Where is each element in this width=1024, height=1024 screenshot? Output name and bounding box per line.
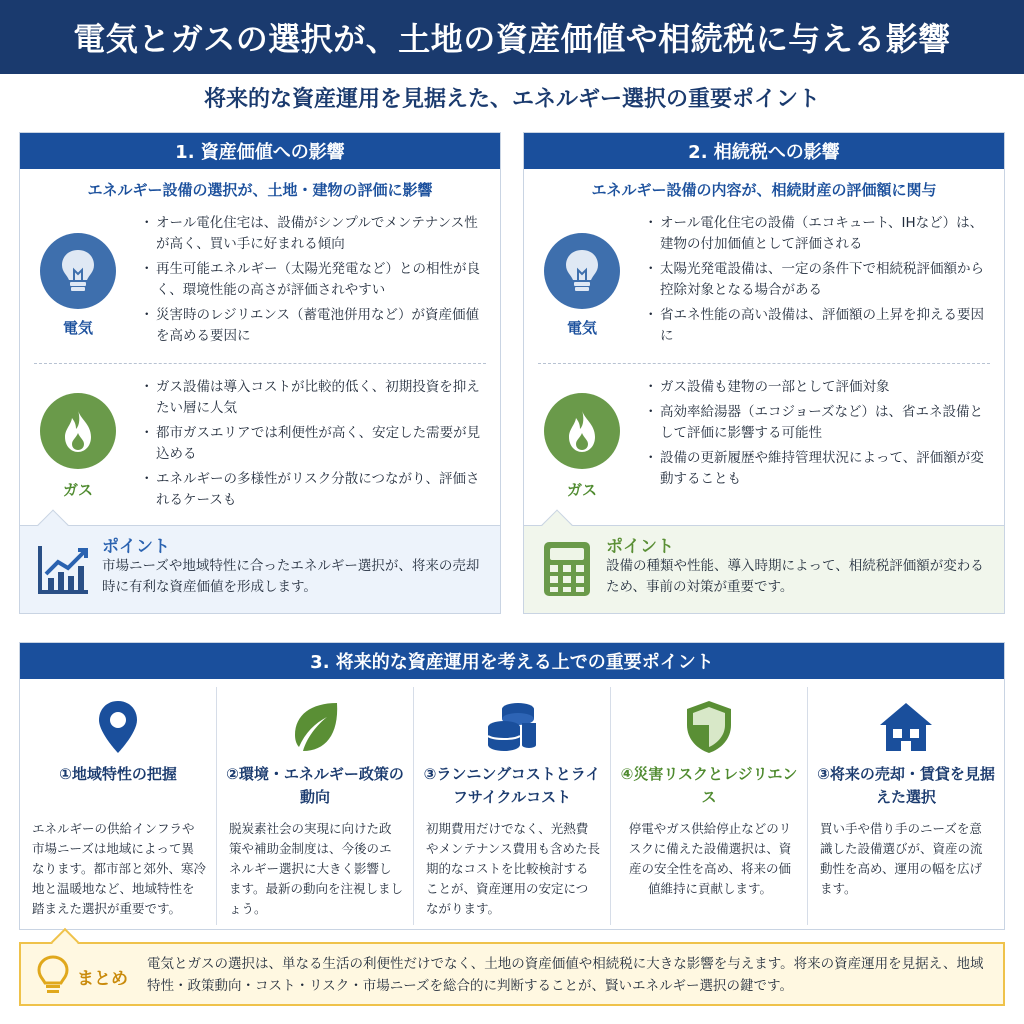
key-point-title: ①地域特性の把握 [59,765,177,783]
row-divider [34,363,486,364]
coins-icon [482,697,542,757]
bullet-item: ・ オール電化住宅は、設備がシンプルでメンテナンス性が高く、買い手に好まれる傾向 [142,213,486,255]
key-point-text: 買い手や借り手のニーズを意識した設備選びが、資産の流動性を高め、運用の幅を広げます。 [820,821,983,896]
electric-bullets [142,213,486,351]
map-pin-icon [88,697,148,757]
panel-heading: 1. 資産価値への影響 [20,133,500,169]
key-point-text: エネルギーの供給インフラや市場ニーズは地域によって異なります。都市部と郊外、寒冷地と温暖地など、地域特性を踏まえた選択が重要です。 [32,821,207,916]
row-divider [538,363,990,364]
bullet-item: ・ エネルギーの多様性がリスク分散につながり、評価されるケースも [142,469,486,511]
shield-icon [679,697,739,757]
inheritance-tax-panel [523,132,1005,614]
asset-value-panel [19,132,501,614]
bullet-item: ・ ガス設備は導入コストが比較的低く、初期投資を抑えたい層に人気 [142,377,486,419]
bullet-item: ・ 設備の更新履歴や維持管理状況によって、評価額が変動することも [646,448,990,490]
key-point-card [808,687,1004,925]
page-subtitle: 将来的な資産運用を見据えた、エネルギー選択の重要ポイント [203,87,820,112]
key-point-card [414,687,611,925]
electric-bullets [646,213,990,351]
panel-heading: 2. 相続税への影響 [524,133,1004,169]
electric-label: 電気 [566,319,597,337]
bullet-item: ・ 再生可能エネルギー（太陽光発電など）との相性が良く、環境性能の高さが評価されやすい [142,259,486,301]
gas-bullets [142,377,486,515]
point-title: ポイント [606,537,674,557]
panel-lead: エネルギー設備の内容が、相続財産の評価額に関与 [591,181,937,199]
key-point-text: 脱炭素社会の実現に向けた政策や補助金制度は、今後のエネルギー選択に大きく影響します。最新の動向を注視しましょう。 [229,821,404,916]
section-heading: 3. 将来的な資産運用を考える上での重要ポイント [20,643,1004,679]
bullet-item: ・ オール電化住宅の設備（エコキュート、IHなど）は、建物の付加価値として評価される [646,213,990,255]
lightbulb-icon [544,233,620,309]
gas-label: ガス [566,481,597,499]
panel-lead: エネルギー設備の選択が、土地・建物の評価に影響 [87,181,433,199]
point-text: 設備の種類や性能、導入時期によって、相続税評価額が変わるため、事前の対策が重要です。 [606,558,984,595]
flame-icon [544,393,620,469]
leaf-icon [285,697,345,757]
point-title: ポイント [102,537,170,557]
key-point-title: ④災害リスクとレジリエンス [620,765,798,806]
key-point-text: 停電やガス供給停止などのリスクに備えた設備選択は、資産の安全性を高め、将来の価値維持に貢献します。 [628,821,792,896]
rising-chart-icon [32,538,94,600]
key-point-card [611,687,808,925]
key-point-title: ③ランニングコストとライフサイクルコスト [423,765,601,806]
key-point-card [217,687,414,925]
flame-icon [40,393,116,469]
summary-label: まとめ [77,969,128,989]
gas-bullets [646,377,990,494]
electric-label: 電気 [62,319,93,337]
key-point-text: 初期費用だけでなく、光熱費やメンテナンス費用も含めた長期的なコストを比較検討することが、資産運用の安定につながります。 [426,821,601,916]
key-points-grid [20,687,1004,925]
key-points-section [19,642,1005,930]
calculator-icon [536,538,598,600]
summary-text: 電気とガスの選択は、単なる生活の利便性だけでなく、土地の資産価値や相続税に大きな影響を与えます。将来の資産運用を見据え、地域特性・政策動向・コスト・リスク・市場ニーズを総合的に判断することが、賢いエネルギー選択の鍵です。 [147,956,984,994]
summary-box [19,942,1005,1006]
key-point-title: ③将来の売却・賃貸を見据えた選択 [817,765,995,806]
house-icon [876,697,936,757]
point-text: 市場ニーズや地域特性に合ったエネルギー選択が、将来の売却時に有利な資産価値を形成します。 [102,558,480,595]
bullet-item: ・ 都市ガスエリアでは利便性が高く、安定した需要が見込める [142,423,486,465]
bullet-item: ・ 高効率給湯器（エコジョーズなど）は、省エネ設備として評価に影響する可能性 [646,402,990,444]
title-banner [0,0,1024,74]
key-point-card [20,687,217,925]
point-box [20,525,500,613]
bullet-item: ・ 省エネ性能の高い設備は、評価額の上昇を抑える要因に [646,305,990,347]
point-box [524,525,1004,613]
bullet-item: ・ 災害時のレジリエンス（蓄電池併用など）が資産価値を高める要因に [142,305,486,347]
bullet-item: ・ ガス設備も建物の一部として評価対象 [646,377,990,398]
lightbulb-outline-icon [33,954,73,996]
key-point-title: ②環境・エネルギー政策の動向 [226,765,404,806]
gas-label: ガス [62,481,93,499]
lightbulb-icon [40,233,116,309]
bullet-item: ・ 太陽光発電設備は、一定の条件下で相続税評価額から控除対象となる場合がある [646,259,990,301]
page-title: 電気とガスの選択が、土地の資産価値や相続税に与える影響 [73,20,951,58]
